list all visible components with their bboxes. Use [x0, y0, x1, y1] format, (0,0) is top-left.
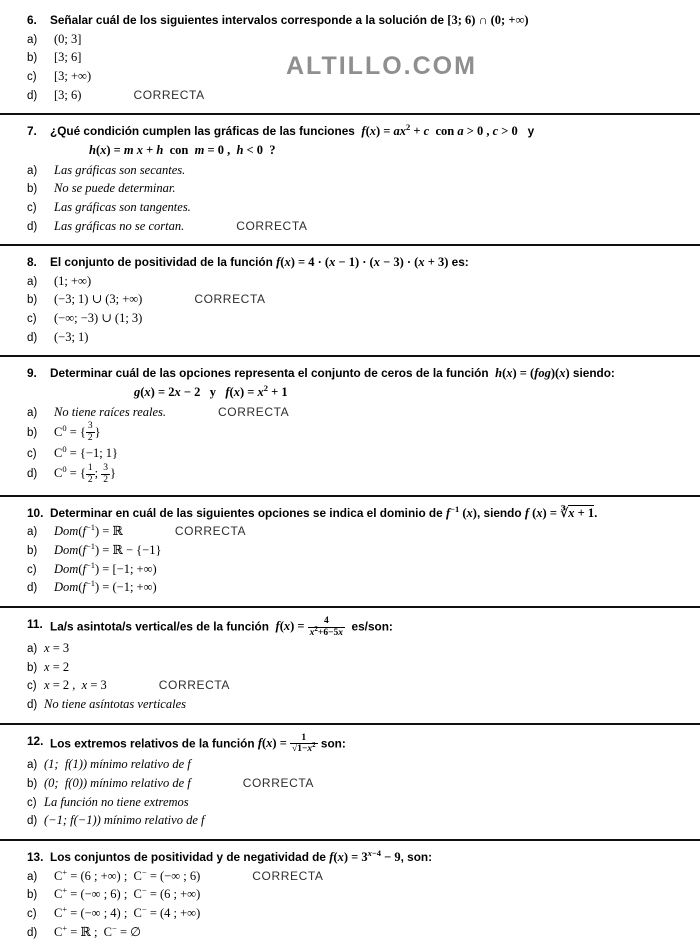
correcta-badge: CORRECTA	[133, 87, 205, 102]
option-label: d)	[27, 89, 38, 102]
option-text: $Dom(f^{-1}) = [-1$; +∞)	[54, 559, 157, 576]
option-row	[27, 676, 688, 695]
option-label: b)	[27, 778, 38, 791]
correcta-badge: CORRECTA	[242, 776, 314, 791]
option-label: c)	[27, 201, 37, 214]
option-text: (−3; 1)	[54, 329, 89, 344]
option-label: a)	[27, 406, 38, 419]
option-label: a)	[27, 759, 38, 772]
option-text: Las gráficas son tangentes.	[54, 199, 191, 214]
question-number: 10.	[27, 505, 44, 520]
option-row	[27, 923, 688, 942]
option-label: a)	[27, 164, 38, 177]
option-text: $C^0$ = { $\frac{3}{2}$ }	[54, 421, 101, 444]
option-label: a)	[27, 642, 38, 655]
option-row	[27, 86, 688, 105]
option-text: C+ = (−∞ ; 4) ; C− = (4 ; +∞)	[54, 903, 201, 920]
option-row	[27, 522, 688, 541]
option-row	[27, 179, 688, 198]
option-row	[27, 904, 688, 923]
correcta-badge: CORRECTA	[174, 524, 247, 539]
option-text: (−1; f(−1)) mínimo relativo de f	[44, 813, 205, 828]
question-title: El conjunto de positividad de la función f(x) = 4 · (x − 1) · (x − 3) · (x + 3) es:	[50, 255, 469, 270]
option-row	[27, 560, 688, 579]
option-label: c)	[27, 70, 37, 83]
option-row	[27, 217, 688, 236]
question-title: ¿Qué condición cumplen las gráficas de las funciones $f(x) = ax^2 + c$ con a > 0 , c > 0 y	[50, 122, 535, 139]
option-row	[27, 198, 688, 217]
option-row	[27, 272, 688, 291]
option-label: b)	[27, 52, 38, 65]
question-subtitle: g(x) = 2x − 2 y $f(x) = x^2 + 1$	[134, 382, 288, 399]
option-text: $Dom(f^{-1})$ = ℝ − {−1}	[54, 540, 162, 558]
option-label: d)	[27, 220, 38, 233]
option-text: La función no tiene extremos	[44, 794, 189, 809]
option-text: (−3; 1) ∪ (3; +∞)	[54, 292, 143, 307]
option-row	[27, 328, 688, 347]
option-text: No tiene asíntotas verticales	[44, 696, 186, 711]
option-row	[27, 541, 688, 560]
option-label: d)	[27, 698, 38, 711]
option-row	[27, 793, 688, 812]
option-row	[27, 290, 688, 309]
option-row	[27, 774, 688, 793]
option-text: [3; 6]	[54, 50, 82, 65]
option-text: $C^0 = \{-1$; 1}	[54, 444, 119, 461]
option-text: Las gráficas no se cortan.	[54, 218, 185, 233]
option-label: c)	[27, 796, 37, 809]
option-text: [3; 6)	[54, 87, 82, 102]
question-number: 6.	[27, 13, 37, 27]
correcta-badge: CORRECTA	[236, 218, 308, 233]
question-number: 11.	[27, 617, 43, 632]
option-label: c)	[27, 313, 37, 326]
option-label: a)	[27, 526, 38, 539]
option-row	[27, 755, 688, 774]
question-title: Determinar cuál de las opciones representa el conjunto de ceros de la función h(x) = (fog)(x) siendo:	[50, 366, 615, 381]
question-title: Determinar en cuál de las siguientes opciones se indica el dominio de $f^{-1}$ (x), siendo f (x) = ∛x + 1.	[50, 503, 598, 520]
option-text: (−∞; −3) ∪ (1; 3)	[54, 311, 143, 326]
question-12	[0, 725, 700, 840]
option-text: $Dom(f^{-1})$ = ℝ	[54, 522, 123, 539]
question-number: 9.	[27, 366, 37, 381]
option-text: (0; f(0)) mínimo relativo de f	[44, 776, 191, 791]
question-9	[0, 357, 700, 494]
option-text: Las gráficas son secantes.	[54, 162, 186, 177]
option-label: b)	[27, 426, 38, 439]
question-title: La/s asintota/s vertical/es de la función f(x) = $\frac{4}{x^2+6-5x}$ es/son:	[50, 616, 393, 638]
option-label: d)	[27, 468, 38, 481]
question-number: 7.	[27, 124, 37, 139]
option-label: b)	[27, 183, 38, 196]
watermark-text: ALTILLO.COM	[286, 52, 477, 80]
option-text: $Dom(f^{-1}) = (-1$; +∞)	[54, 578, 157, 595]
option-row	[27, 444, 688, 463]
option-label: b)	[27, 661, 38, 674]
question-number: 13.	[27, 850, 44, 865]
option-row	[27, 578, 688, 597]
option-label: c)	[27, 448, 37, 461]
question-number: 12.	[27, 733, 44, 748]
option-label: b)	[27, 545, 38, 558]
option-label: c)	[27, 680, 37, 693]
option-text: C+ = ℝ ; C− = ∅	[54, 922, 142, 939]
option-row	[27, 309, 688, 328]
option-text: $C^0$ = { $\frac{1}{2}$ ; $\frac{3}{2}$ }	[54, 463, 117, 485]
option-row	[27, 811, 688, 830]
question-number: 8.	[27, 255, 37, 270]
question-title: Los conjuntos de positividad y de negatividad de $f(x) = 3^{x-4} - 9$, son:	[50, 847, 433, 865]
option-label: d)	[27, 815, 38, 828]
option-row	[27, 403, 688, 422]
question-11	[0, 608, 700, 723]
option-label: a)	[27, 870, 38, 883]
option-label: b)	[27, 294, 38, 307]
option-text: (1; +∞)	[54, 273, 92, 288]
option-label: b)	[27, 889, 38, 902]
option-label: a)	[27, 33, 38, 46]
option-text: C+ = (−∞ ; 6) ; C− = (6 ; +∞)	[54, 885, 201, 902]
option-text: (0; 3]	[54, 31, 82, 46]
question-8	[0, 246, 700, 355]
correcta-badge: CORRECTA	[218, 404, 290, 419]
question-10	[0, 497, 700, 606]
option-row	[27, 463, 688, 486]
question-subtitle: h(x) = m x + h con m = 0 , h < 0 ?	[89, 142, 276, 157]
option-row	[27, 695, 688, 714]
option-row	[27, 30, 688, 49]
option-label: d)	[27, 331, 38, 344]
option-label: c)	[27, 563, 37, 576]
correcta-badge: CORRECTA	[252, 868, 324, 883]
correcta-badge: CORRECTA	[158, 678, 230, 693]
question-title: Señalar cuál de los siguientes intervalos corresponde a la solución de [3; 6) ∩ (0; +∞)	[50, 13, 529, 27]
option-text: No se puede determinar.	[54, 181, 176, 196]
option-text: x = 2	[44, 659, 70, 674]
option-label: c)	[27, 907, 37, 920]
option-row	[27, 658, 688, 677]
correcta-badge: CORRECTA	[194, 292, 266, 307]
question-13	[0, 841, 700, 950]
question-title: Los extremos relativos de la función f(x) = $\frac{1}{√1-x^2}$ son:	[50, 732, 346, 755]
option-label: d)	[27, 926, 38, 939]
option-label: a)	[27, 275, 38, 288]
option-text: No tiene raíces reales.	[54, 404, 167, 419]
option-text: (1; f(1)) mínimo relativo de f	[44, 757, 191, 772]
option-text: x = 3	[44, 640, 70, 655]
option-label: d)	[27, 582, 38, 595]
option-row	[27, 885, 688, 904]
option-row	[27, 421, 688, 444]
option-text: x = 2 , x = 3	[44, 678, 107, 693]
question-7	[0, 115, 700, 244]
option-row	[27, 639, 688, 658]
option-text: [3; +∞)	[54, 68, 92, 83]
option-text: C+ = (6 ; +∞) ; C− = (−∞ ; 6)	[54, 866, 201, 883]
option-row	[27, 867, 688, 886]
option-row	[27, 161, 688, 180]
